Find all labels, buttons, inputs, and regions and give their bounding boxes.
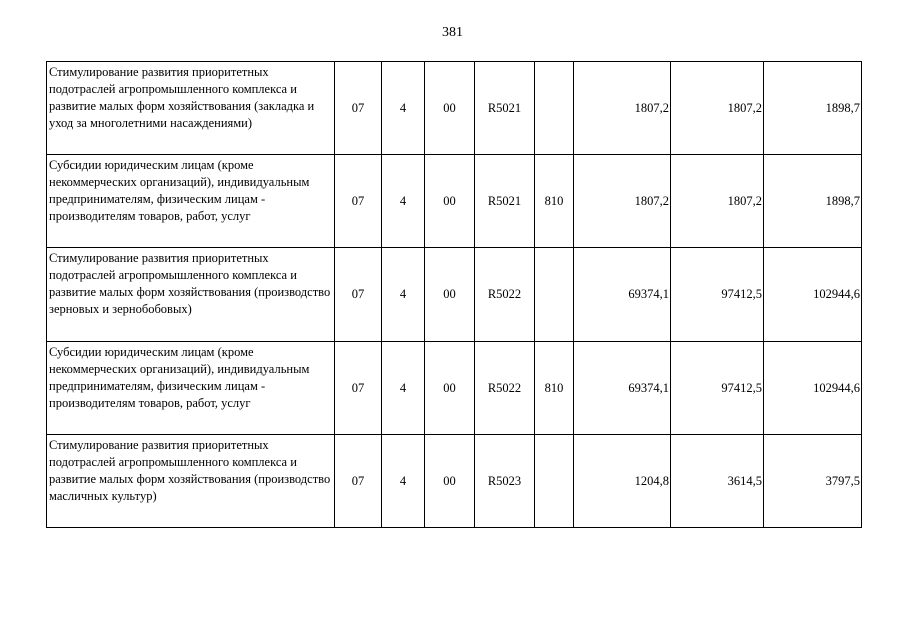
table-row <box>47 342 862 435</box>
budget-table <box>46 61 862 528</box>
amount-year1-cell: 69374,1 <box>574 248 671 342</box>
rz-cell: 07 <box>335 248 382 342</box>
row-name-cell: Стимулирование развития приоритетных подотраслей агропромышленного комплекса и развитие малых форм хозяйствования (производство масличных культур) <box>47 435 335 528</box>
sub-cell: 00 <box>425 248 475 342</box>
vr-cell <box>535 248 574 342</box>
amount-year1-cell: 69374,1 <box>574 342 671 435</box>
vr-cell: 810 <box>535 155 574 248</box>
rz-cell: 07 <box>335 342 382 435</box>
amount-year2-cell: 97412,5 <box>671 248 764 342</box>
sub-cell: 00 <box>425 62 475 155</box>
amount-year1-cell: 1807,2 <box>574 155 671 248</box>
table-row <box>47 62 862 155</box>
amount-year3-cell: 3797,5 <box>764 435 862 528</box>
amount-year2-cell: 1807,2 <box>671 155 764 248</box>
vr-cell <box>535 62 574 155</box>
csr-cell: R5022 <box>475 248 535 342</box>
pr-cell: 4 <box>382 62 425 155</box>
row-name-cell: Субсидии юридическим лицам (кроме некоммерческих организаций), индивидуальным предпринимателям, физическим лицам - производителям товаров, работ, услуг <box>47 155 335 248</box>
sub-cell: 00 <box>425 342 475 435</box>
amount-year1-cell: 1204,8 <box>574 435 671 528</box>
csr-cell: R5022 <box>475 342 535 435</box>
vr-cell <box>535 435 574 528</box>
csr-cell: R5021 <box>475 155 535 248</box>
csr-cell: R5023 <box>475 435 535 528</box>
rz-cell: 07 <box>335 155 382 248</box>
row-name-cell: Стимулирование развития приоритетных подотраслей агропромышленного комплекса и развитие малых форм хозяйствования (закладка и уход за многолетними насаждениями) <box>47 62 335 155</box>
pr-cell: 4 <box>382 155 425 248</box>
page-number: 381 <box>442 25 463 40</box>
sub-cell: 00 <box>425 435 475 528</box>
row-name-cell: Субсидии юридическим лицам (кроме некоммерческих организаций), индивидуальным предпринимателям, физическим лицам - производителям товаров, работ, услуг <box>47 342 335 435</box>
pr-cell: 4 <box>382 248 425 342</box>
table-row <box>47 248 862 342</box>
vr-cell: 810 <box>535 342 574 435</box>
sub-cell: 00 <box>425 155 475 248</box>
pr-cell: 4 <box>382 435 425 528</box>
pr-cell: 4 <box>382 342 425 435</box>
table-row <box>47 155 862 248</box>
amount-year3-cell: 102944,6 <box>764 248 862 342</box>
rz-cell: 07 <box>335 435 382 528</box>
amount-year2-cell: 97412,5 <box>671 342 764 435</box>
amount-year2-cell: 3614,5 <box>671 435 764 528</box>
table-row <box>47 435 862 528</box>
amount-year3-cell: 1898,7 <box>764 62 862 155</box>
amount-year3-cell: 102944,6 <box>764 342 862 435</box>
amount-year1-cell: 1807,2 <box>574 62 671 155</box>
csr-cell: R5021 <box>475 62 535 155</box>
rz-cell: 07 <box>335 62 382 155</box>
row-name-cell: Стимулирование развития приоритетных подотраслей агропромышленного комплекса и развитие малых форм хозяйствования (производство зерновых и зернобобовых) <box>47 248 335 342</box>
amount-year2-cell: 1807,2 <box>671 62 764 155</box>
amount-year3-cell: 1898,7 <box>764 155 862 248</box>
